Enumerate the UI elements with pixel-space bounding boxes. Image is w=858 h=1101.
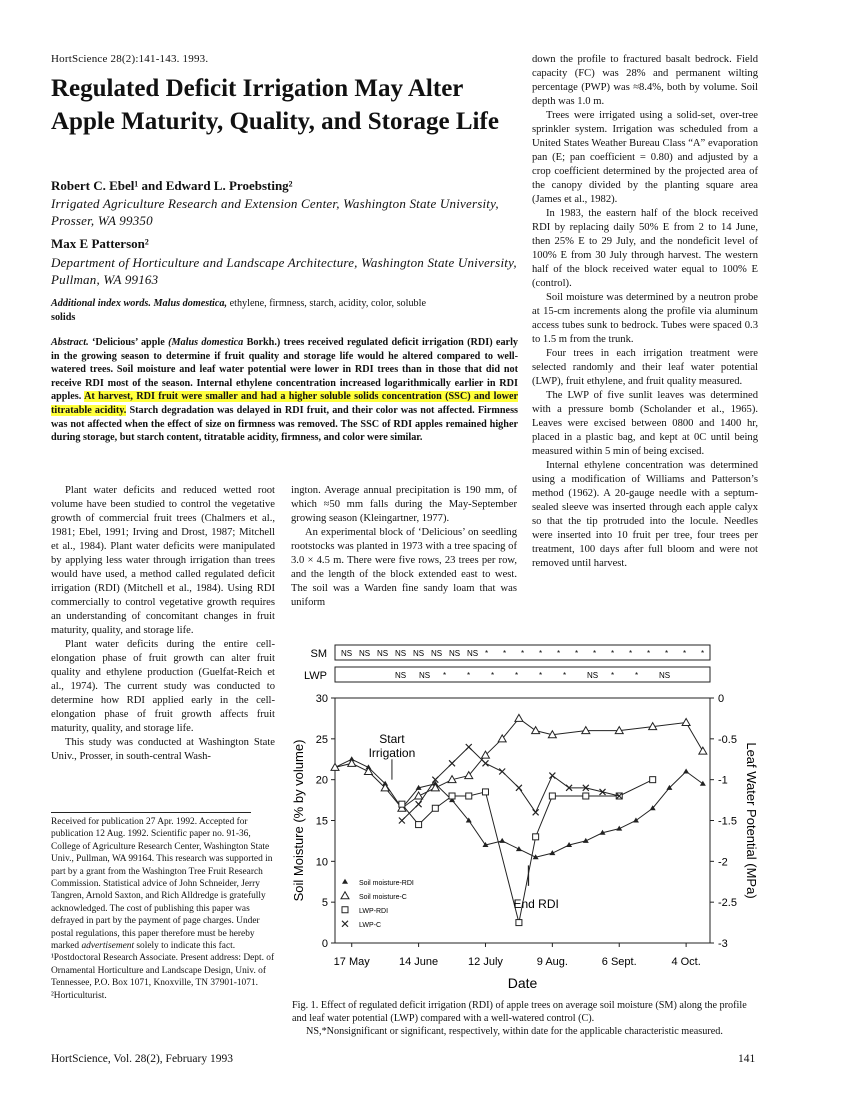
authors-line-1: Robert C. Ebel¹ and Edward L. Proebsting²	[51, 178, 293, 193]
lwp-significance-box	[335, 667, 710, 682]
x-tick-label: 4 Oct.	[671, 956, 701, 968]
data-point-cross	[549, 773, 555, 779]
data-point-triangle-open	[415, 792, 423, 799]
abstract-part-3: Starch degradation was delayed in RDI fruit, and their color was not affected. Firmness was not affected when the effect of size on firmness was removed. The SSC of RDI apples remained higher during storage, but starch content, titratable acidity, firmness, and color were similar.	[51, 404, 518, 444]
sm-significance-mark: NS	[413, 649, 425, 658]
lwp-significance-mark: NS	[419, 671, 431, 680]
abstract-species: (Malus domestica	[168, 337, 244, 348]
sm-significance-mark: *	[503, 649, 507, 658]
sm-significance-mark: NS	[341, 649, 353, 658]
data-point-cross	[449, 760, 455, 766]
data-point-cross	[516, 785, 522, 791]
figure-caption-main: Fig. 1. Effect of regulated deficit irrigation (RDI) of apple trees on average soil moisture (SM) along the profile and leaf water potential (LWP) compared with a well-watered control (C).	[292, 1000, 747, 1024]
sm-significance-mark: *	[575, 649, 579, 658]
data-point-square-open	[449, 793, 455, 799]
footnote-1-text: Received for publication 27 Apr. 1992. Accepted for publication 12 Aug. 1992. Scientific paper no. 91-36, College of Agriculture Research Center, Washington State Univ., Pullman, WA 99164. This research was supported in part by a grant from the Washington Tree Fruit Research Commission. Statistical advice of John Schneider, Jerry Tangren, Arnold Saxton, and Rich Alldredge is gratefully acknowledged. The cost of publishing this paper was defrayed in part by the payment of page charges. Under postal regulations, this paper therefore must be hereby marked	[51, 817, 273, 952]
legend-label: LWP-RDI	[359, 907, 389, 915]
index-words-terms-2: solids	[51, 312, 76, 323]
x-axis-label: Date	[507, 975, 538, 991]
abstract-part-2: Borkh.) trees received regulated deficit irrigation (RDI) early in the growing season to determine if fruit quality and storage life would he altered compared to well-watered trees. Soil moisture and leaf water potential were lower in RDI trees than in those that did not receive RDI most of the season. Internal ethylene concentration increased logarithmically earlier in RDI apples.	[51, 337, 518, 403]
annotation-start-2: Irrigation	[368, 745, 416, 760]
legend-label: Soil moisture-C	[359, 893, 407, 901]
data-point-triangle-filled	[633, 818, 639, 823]
sm-significance-mark: *	[683, 649, 687, 658]
data-point-triangle-open	[699, 747, 707, 754]
affiliation-2: Department of Horticulture and Landscape Architecture, Washington State University, Pullman, WA 99163	[51, 255, 517, 287]
y2-tick-label: -2.5	[718, 897, 737, 910]
footnotes	[51, 812, 275, 1002]
index-words-label: Additional index words.	[51, 298, 151, 309]
y2-tick-label: -3	[718, 938, 728, 950]
sm-significance-mark: NS	[467, 649, 479, 658]
sm-significance-mark: NS	[431, 649, 443, 658]
series-line-0	[335, 759, 703, 857]
y2-axis-label: Leaf Water Potential (MPa)	[744, 742, 759, 899]
annotation-end: End RDI	[513, 896, 559, 911]
paragraph: ington. Average annual precipitation is 190 mm, of which ≈50 mm falls during the May-September growing season (Kleingartner, 1977).	[291, 485, 517, 524]
lwp-significance-mark: *	[467, 671, 471, 680]
sm-significance-mark: *	[629, 649, 633, 658]
sm-significance-mark: *	[539, 649, 543, 658]
lwp-significance-mark: NS	[395, 671, 407, 680]
y2-tick-label: 0	[718, 693, 725, 705]
footnote-rule	[51, 812, 251, 813]
affiliation-1: Irrigated Agriculture Research and Extension Center, Washington State University, Prosser, WA 99350	[51, 196, 499, 228]
y-tick-label: 15	[315, 815, 328, 828]
lwp-significance-mark: NS	[659, 671, 671, 680]
article-title: Regulated Deficit Irrigation May Alter Apple Maturity, Quality, and Storage Life	[51, 75, 499, 135]
abstract-part-1: ‘Delicious’ apple	[88, 337, 169, 348]
legend-marker	[341, 892, 349, 899]
x-tick-label: 12 July	[468, 956, 503, 968]
legend-marker	[342, 907, 348, 913]
data-point-cross	[399, 818, 405, 824]
page-number: 141	[738, 1053, 756, 1065]
lwp-significance-mark: *	[635, 671, 639, 680]
sm-row-label: SM	[310, 648, 327, 660]
paragraph: Trees were irrigated using a solid-set, over-tree sprinkler system. Irrigation was scheduled from a United States Weather Bureau Class “A” evaporation pan (E; pan coefficient = 0.80) and adjusted by a crop coefficient determined by the projected area of the canopy divided by the planting square area (James et al., 1982).	[532, 110, 758, 205]
soil-moisture-lwp-chart	[285, 640, 765, 995]
sm-significance-mark: *	[665, 649, 669, 658]
data-point-cross	[533, 809, 539, 815]
legend-marker	[342, 921, 348, 927]
lwp-significance-mark: *	[491, 671, 495, 680]
body-column-right	[532, 53, 758, 571]
paragraph: An experimental block of ‘Delicious’ on seedling rootstocks was planted in 1973 with a tree spacing of 3.0 × 4.5 m. There were five rows, 23 trees per row, and the length of the block extended east to west. The soil was a Warden fine sandy loam that was uniform	[291, 527, 517, 608]
y-tick-label: 20	[315, 774, 328, 787]
footnote-1	[51, 816, 275, 952]
body-column-middle	[291, 484, 517, 610]
lwp-significance-mark: *	[563, 671, 567, 680]
paragraph: The LWP of five sunlit leaves was determined with a pressure bomb (Scholander et al., 1965). Leaves were excised between 0800 and 1400 hr, placed in a plastic bag, and kept at 0C until being measured within 5 min of being excised.	[532, 390, 758, 457]
data-point-square-open	[399, 801, 405, 807]
data-point-square-open	[583, 793, 589, 799]
data-point-triangle-open	[532, 727, 540, 734]
body-column-left	[51, 484, 275, 764]
y2-tick-label: -1.5	[718, 815, 737, 828]
y-tick-label: 10	[315, 856, 328, 869]
paragraph: Internal ethylene concentration was determined using a modification of Williams and Patterson’s method (1962). A 20-gauge needle with a septum-sealed sleeve was inserted through each apple calyx so that the tip protruded into the locule. Needles were inserted into 10 fruit per tree, four trees per treatment, 100 days after full bloom and were not removed until harvest.	[532, 460, 758, 569]
x-tick-label: 14 June	[399, 956, 439, 968]
x-tick-label: 9 Aug.	[536, 956, 568, 968]
data-point-square-open	[432, 805, 438, 811]
data-point-triangle-filled	[683, 769, 689, 774]
footnote-1-italic: advertisement	[81, 941, 135, 952]
annotation-start-1: Start	[379, 731, 405, 746]
footnote-2: ¹Postdoctoral Research Associate. Present address: Dept. of Ornamental Horticulture and Landscape Design, Univ. of Tennessee, P.O. Box 1071, Knoxville, TN 37901-1071.	[51, 953, 275, 989]
y-tick-label: 30	[315, 693, 328, 705]
data-point-square-open	[416, 822, 422, 828]
lwp-significance-mark: NS	[587, 671, 599, 680]
data-point-square-open	[516, 920, 522, 926]
sm-significance-mark: *	[593, 649, 597, 658]
x-tick-label: 17 May	[333, 956, 370, 968]
y2-tick-label: -1	[718, 774, 728, 787]
figure-caption	[292, 999, 758, 1038]
journal-citation: HortScience 28(2):141-143. 1993.	[51, 53, 209, 65]
data-point-triangle-open	[682, 719, 690, 726]
sm-significance-mark: NS	[359, 649, 371, 658]
sm-significance-mark: NS	[449, 649, 461, 658]
paragraph: In 1983, the eastern half of the block received RDI by replacing daily 50% E from 2 to 14 June, then 25% E to 29 July, and the nondeficit level of 100% E from 30 July through harvest. The western half of the block received water equal to 100% E (control).	[532, 208, 758, 289]
lwp-row-label: LWP	[303, 670, 327, 682]
y-axis-label: Soil Moisture (% by volume)	[291, 739, 306, 902]
sm-significance-mark: *	[647, 649, 651, 658]
authors-line-2: Max E Patterson²	[51, 236, 149, 251]
data-point-square-open	[466, 793, 472, 799]
data-point-cross	[416, 801, 422, 807]
lwp-significance-mark: *	[611, 671, 615, 680]
data-point-triangle-open	[515, 714, 523, 721]
data-point-square-open	[650, 777, 656, 783]
paragraph: down the profile to fractured basalt bedrock. Field capacity (FC) was 28% and permanent wilting percentage (PWP) was ≈8.4%, both by volume. Soil depth was 1.0 m.	[532, 54, 758, 107]
paragraph: Four trees in each irrigation treatment were selected randomly and their leaf water potential (LWP), fruit ethylene, and fruit quality measured.	[532, 348, 758, 387]
lwp-significance-mark: *	[515, 671, 519, 680]
sm-significance-mark: *	[521, 649, 525, 658]
x-tick-label: 6 Sept.	[601, 956, 637, 968]
paragraph: This study was conducted at Washington State Univ., Prosser, in south-central Wash-	[51, 737, 275, 762]
sm-significance-mark: *	[557, 649, 561, 658]
paragraph: Soil moisture was determined by a neutron probe at 15-cm increments along the profile via aluminum access tubes sunk to bedrock. Tubes were spaced 0.3 to 1.5 m from the trunk.	[532, 292, 758, 345]
lwp-significance-mark: *	[539, 671, 543, 680]
sm-significance-mark: *	[701, 649, 705, 658]
index-words-terms: ethylene, firmness, starch, acidity, color, soluble	[227, 298, 427, 309]
data-point-triangle-open	[364, 768, 372, 775]
legend-label: Soil moisture-RDI	[359, 879, 414, 887]
y-tick-label: 25	[315, 733, 328, 746]
data-point-cross	[466, 744, 472, 750]
data-point-square-open	[549, 793, 555, 799]
sm-significance-mark: *	[485, 649, 489, 658]
sm-significance-mark: NS	[395, 649, 407, 658]
figure-caption-note: NS,*Nonsignificant or significant, respectively, within date for the applicable characteristic measured.	[306, 1026, 723, 1037]
index-words	[51, 297, 518, 325]
data-point-square-open	[482, 789, 488, 795]
legend-label: LWP-C	[359, 921, 382, 929]
data-point-triangle-filled	[700, 781, 706, 786]
paragraph: Plant water deficits and reduced wetted root volume have been studied to control the vegetative growth of commercial fruit trees (Chalmers et al., 1981; Ebel, 1991; Irving and Drost, 1987; Mitchell et al., 1984). Plant water deficits were manipulated by applying less water through irrigation than trees would have used, a method called regulated deficit irrigation (RDI) (Mitchell et al., 1984). Using RDI commercially to control vegetative growth requires an understanding of concomitant changes in fruit maturity, quality, and storage life.	[51, 485, 275, 636]
data-point-triangle-filled	[499, 838, 505, 843]
sm-significance-mark: NS	[377, 649, 389, 658]
abstract-highlight: At harvest, RDI fruit were smaller and had a higher soluble solids concentration (SSC) and lower titratable acidity.	[51, 391, 518, 416]
y2-tick-label: -0.5	[718, 733, 737, 746]
y-tick-label: 5	[321, 897, 328, 910]
footnote-1-end: solely to indicate this fact.	[134, 941, 236, 952]
index-words-species: Malus domestica,	[153, 298, 228, 309]
abstract	[51, 336, 518, 445]
y-tick-label: 0	[321, 938, 328, 950]
lwp-significance-mark: *	[443, 671, 447, 680]
footer-journal: HortScience, Vol. 28(2), February 1993	[51, 1053, 233, 1065]
data-point-square-open	[533, 834, 539, 840]
paragraph: Plant water deficits during the entire cell-elongation phase of fruit growth can alter fruit quality and ethylene production (Guelfat-Reich et al., 1974). The current study was conducted to determine how RDI applied early in the cell-elongation phase of fruit growth affects fruit maturity, quality, and storage life.	[51, 639, 275, 734]
sm-significance-mark: *	[611, 649, 615, 658]
footnote-3: ²Horticulturist.	[51, 990, 107, 1001]
y2-tick-label: -2	[718, 856, 728, 869]
legend-marker	[342, 879, 348, 884]
data-point-cross	[499, 769, 505, 775]
data-point-cross	[482, 760, 488, 766]
abstract-label: Abstract.	[51, 337, 89, 348]
